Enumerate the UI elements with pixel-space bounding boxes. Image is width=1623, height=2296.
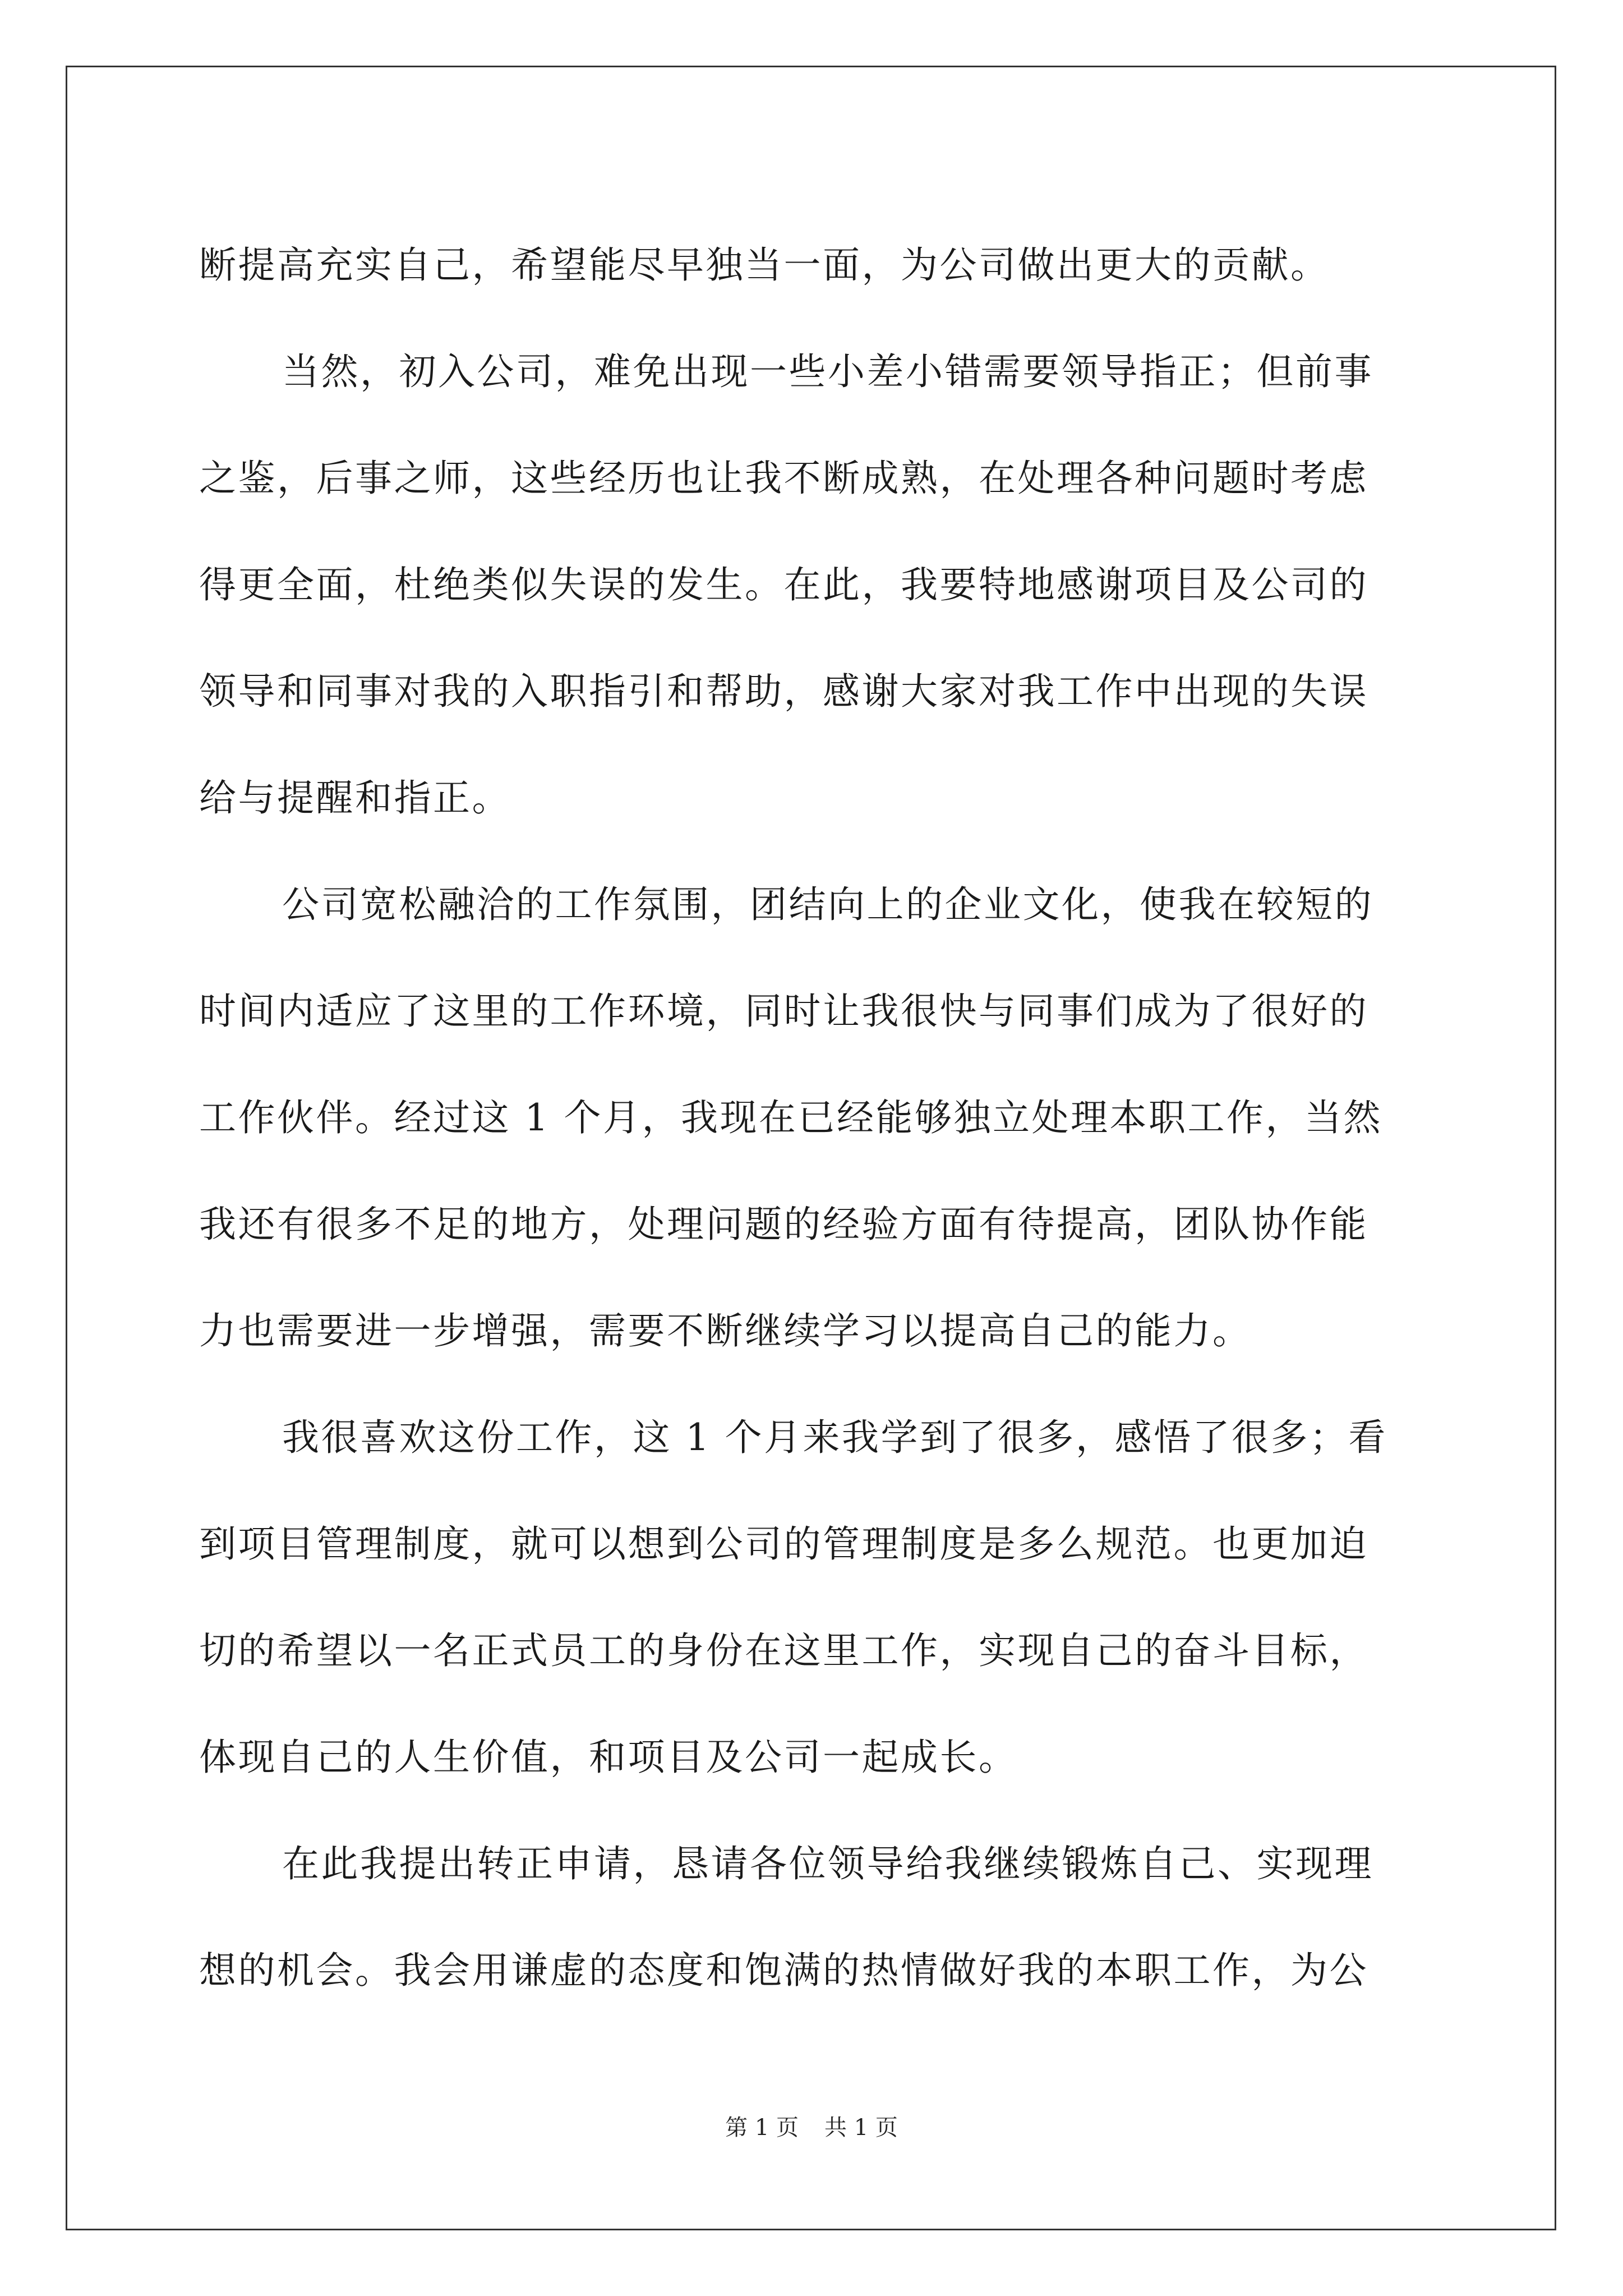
text-line: 体现自己的人生价值，和项目及公司一起成长。: [199, 1736, 1018, 1779]
text-line: 时间内适应了这里的工作环境，同时让我很快与同事们成为了很好的: [199, 990, 1368, 1033]
text-line: 得更全面，杜绝类似失误的发生。在此，我要特地感谢项目及公司的: [199, 563, 1368, 606]
text-line: 在此我提出转正申请，恳请各位领导给我继续锻炼自己、实现理: [282, 1842, 1373, 1885]
text-line: 到项目管理制度，就可以想到公司的管理制度是多么规范。也更加迫: [199, 1522, 1368, 1566]
document-body: [199, 212, 1422, 2024]
text-line: 工作伙伴。经过这 1 个月，我现在已经能够独立处理本职工作，当然: [199, 1096, 1382, 1139]
page-number-current: 第 1 页: [725, 2115, 799, 2141]
text-line: 当然，初入公司，难免出现一些小差小错需要领导指正；但前事: [282, 350, 1373, 393]
page-footer: [0, 2114, 1623, 2142]
text-line: 断提高充实自己，希望能尽早独当一面，为公司做出更大的贡献。: [199, 243, 1330, 287]
text-line: 想的机会。我会用谦虚的态度和饱满的热情做好我的本职工作，为公: [199, 1949, 1368, 1992]
text-line: 力也需要进一步增强，需要不断继续学习以提高自己的能力。: [199, 1309, 1252, 1352]
text-line: 给与提醒和指正。: [199, 776, 511, 820]
text-line: 我很喜欢这份工作，这 1 个月来我学到了很多，感悟了很多；看: [282, 1416, 1387, 1459]
text-line: 切的希望以一名正式员工的身份在这里工作，实现自己的奋斗目标，: [199, 1629, 1368, 1672]
text-line: 之鉴，后事之师，这些经历也让我不断成熟，在处理各种问题时考虑: [199, 457, 1368, 500]
text-line: 领导和同事对我的入职指引和帮助，感谢大家对我工作中出现的失误: [199, 670, 1368, 713]
page-number-total: 共 1 页: [824, 2115, 898, 2141]
text-line: 公司宽松融洽的工作氛围，团结向上的企业文化，使我在较短的: [282, 883, 1373, 926]
text-line: 我还有很多不足的地方，处理问题的经验方面有待提高，团队协作能: [199, 1203, 1368, 1246]
